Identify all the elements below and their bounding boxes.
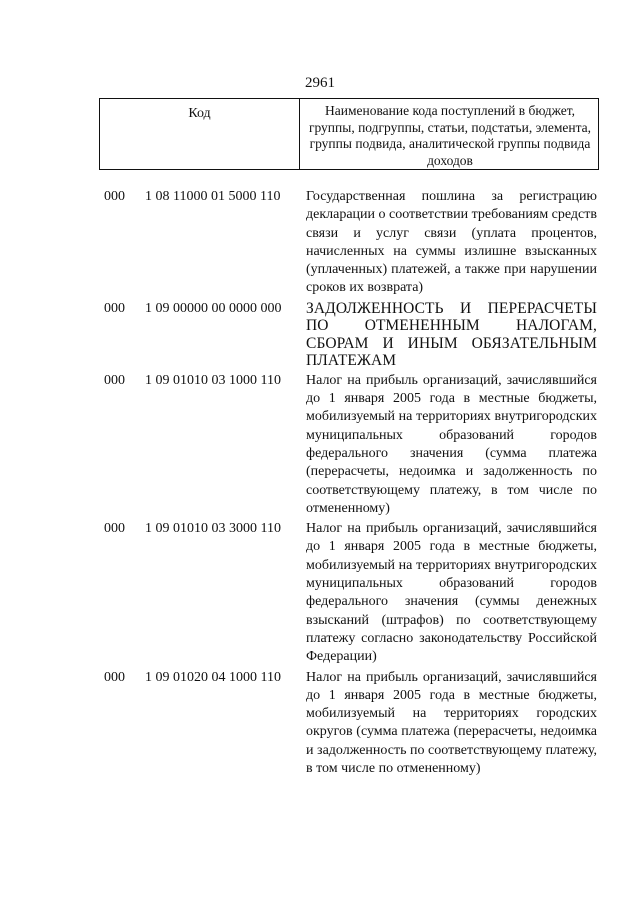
row-prefix: 000 [104, 372, 125, 388]
header-code-label: Код [188, 106, 211, 121]
header-name-label: Наименование кода поступлений в бюджет, группы, подгруппы, статьи, подстатьи, элемента, группы подвида, аналитической группы подвида доходов [308, 103, 592, 168]
row-description: ЗАДОЛЖЕННОСТЬ И ПЕРЕРАСЧЕТЫ ПО ОТМЕНЕННЫМ НАЛОГАМ, СБОРАМ И ИНЫМ ОБЯЗАТЕЛЬНЫМ ПЛАТЕЖАМ [306, 299, 597, 370]
row-code: 1 08 11000 01 5000 110 [145, 189, 281, 204]
table-row [0, 300, 640, 370]
table-header [99, 98, 599, 170]
row-description: Налог на прибыль организаций, зачислявшийся до 1 января 2005 года в местные бюджеты, мобилизуемый на территориях городских округов (сумма платежа (перерасчеты, недоимка и задолженность по соответствующему платежу, в том числе по отмененному) [306, 669, 597, 777]
row-prefix: 000 [104, 300, 125, 316]
row-description: Налог на прибыль организаций, зачислявшийся до 1 января 2005 года в местные бюджеты, мобилизуемый на территориях внутригородских муниципальных образований городов федерального значения (суммы денежных взысканий (штрафов) по соответствующему платежу согласно законодательству Российской Федерации) [306, 521, 597, 665]
row-code: 1 09 01020 04 1000 110 [145, 669, 281, 685]
table-body [0, 188, 640, 778]
row-code: 1 09 01010 03 1000 110 [145, 372, 281, 388]
table-row [0, 669, 640, 779]
header-column-divider [299, 99, 300, 169]
page-number: 2961 [305, 75, 335, 91]
row-description: Налог на прибыль организаций, зачислявшийся до 1 января 2005 года в местные бюджеты, мобилизуемый на территориях внутригородских муниципальных образований городов федерального значения (сумма платежа (перерасчеты, недоимка и задолженность по соответствующему платежу, в том числе по отмененному) [306, 372, 597, 516]
row-code: 1 09 01010 03 3000 110 [145, 521, 281, 537]
row-code: 1 09 00000 00 0000 000 [145, 300, 282, 316]
row-prefix: 000 [104, 189, 125, 204]
table-row [0, 188, 640, 298]
table-row [0, 372, 640, 518]
row-prefix: 000 [104, 521, 125, 537]
row-prefix: 000 [104, 669, 125, 685]
table-row [0, 520, 640, 666]
row-description: Государственная пошлина за регистрацию декларации о соответствии требованиям средств связи и услуг связи (уплата процентов, начисленных на суммы излишне взысканных (уплаченных) платежей, а также при нарушении сроков их возврата) [306, 189, 597, 296]
